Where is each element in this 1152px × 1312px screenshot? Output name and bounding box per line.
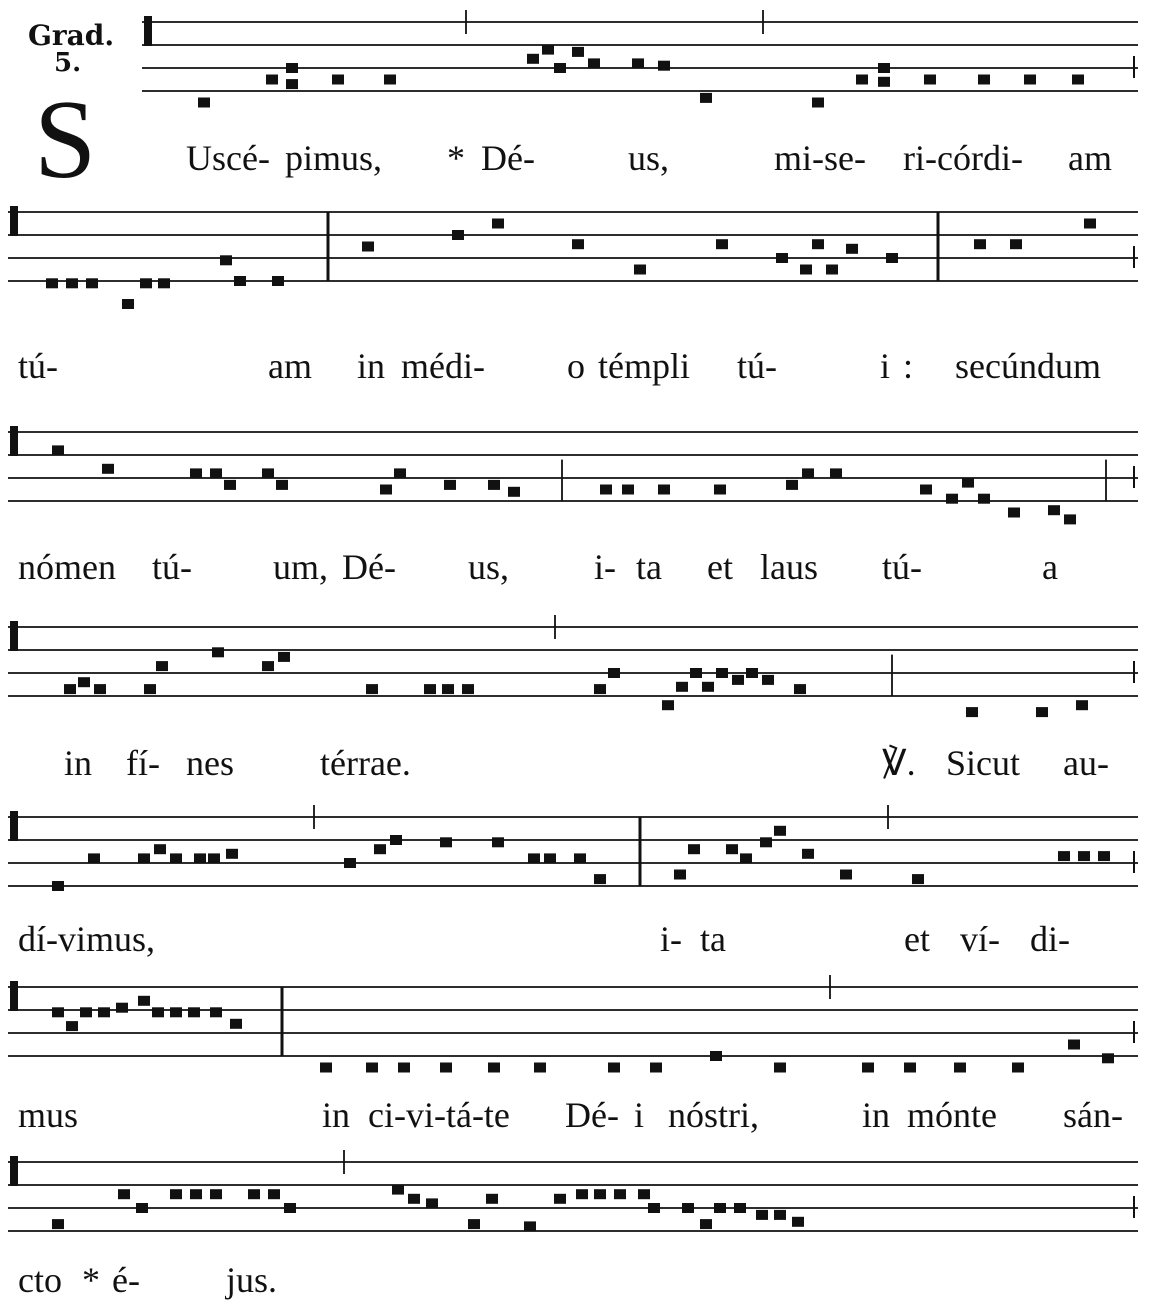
neume bbox=[1036, 707, 1048, 717]
neume bbox=[210, 468, 222, 478]
neume bbox=[846, 244, 858, 254]
neume bbox=[1024, 75, 1036, 85]
lyric-syllable: nóstri, bbox=[668, 1095, 760, 1135]
lyric-syllable: us, bbox=[468, 547, 510, 587]
lyric-syllable: térrae. bbox=[320, 743, 411, 783]
neume bbox=[190, 468, 202, 478]
neume bbox=[488, 1063, 500, 1073]
neume bbox=[52, 1219, 64, 1229]
lyric-syllable: et bbox=[707, 547, 733, 587]
neume bbox=[78, 677, 90, 687]
neume bbox=[66, 278, 78, 288]
neume bbox=[776, 253, 788, 263]
lyric-syllable: mi-se- bbox=[774, 138, 866, 178]
neume bbox=[638, 1189, 650, 1199]
lyric-syllable: secúndum bbox=[955, 346, 1101, 386]
lyric-syllable: tú- bbox=[152, 547, 192, 587]
neume bbox=[392, 1185, 404, 1195]
neume bbox=[1078, 851, 1090, 861]
neume bbox=[594, 684, 606, 694]
staff-2 bbox=[0, 200, 1152, 330]
neume bbox=[554, 1194, 566, 1204]
neume bbox=[156, 661, 168, 671]
lyric-syllable: Dé- bbox=[565, 1095, 619, 1135]
neume bbox=[1072, 75, 1084, 85]
neume bbox=[962, 478, 974, 488]
neume bbox=[650, 1063, 662, 1073]
clef-icon bbox=[10, 1156, 18, 1186]
neume bbox=[102, 464, 114, 474]
lyric-syllable: laus bbox=[760, 547, 818, 587]
lyric-syllable: in bbox=[64, 743, 93, 783]
neume bbox=[878, 63, 890, 73]
staff-5 bbox=[0, 805, 1152, 905]
neume bbox=[544, 853, 556, 863]
neume bbox=[966, 707, 978, 717]
neume bbox=[740, 853, 752, 863]
neume bbox=[278, 652, 290, 662]
neume bbox=[266, 75, 278, 85]
lyric-syllable: am bbox=[268, 346, 312, 386]
neume bbox=[912, 874, 924, 884]
neume bbox=[658, 61, 670, 71]
neume bbox=[904, 1063, 916, 1073]
neume bbox=[140, 278, 152, 288]
neume bbox=[826, 265, 838, 275]
neume bbox=[468, 1219, 480, 1229]
neume bbox=[486, 1194, 498, 1204]
neume bbox=[116, 1003, 128, 1013]
neume bbox=[954, 1063, 966, 1073]
neume bbox=[608, 668, 620, 678]
neume bbox=[46, 278, 58, 288]
neume bbox=[614, 1189, 626, 1199]
neume bbox=[332, 75, 344, 85]
lyric-syllable: um, bbox=[273, 547, 329, 587]
neume bbox=[1058, 851, 1070, 861]
lyric-syllable: * bbox=[82, 1260, 100, 1300]
neume bbox=[600, 485, 612, 495]
neume bbox=[760, 837, 772, 847]
lyric-syllable: pimus, bbox=[285, 138, 383, 178]
neume bbox=[702, 682, 714, 692]
neume bbox=[276, 480, 288, 490]
neume bbox=[924, 75, 936, 85]
neume bbox=[234, 276, 246, 286]
neume bbox=[528, 853, 540, 863]
neume bbox=[658, 485, 670, 495]
neume bbox=[154, 844, 166, 854]
neume bbox=[262, 468, 274, 478]
lyric-syllable: i- bbox=[594, 547, 616, 587]
neume bbox=[608, 1063, 620, 1073]
neume bbox=[440, 1063, 452, 1073]
lyric-syllable: a bbox=[1042, 547, 1058, 587]
neume bbox=[286, 79, 298, 89]
neume bbox=[262, 661, 274, 671]
neume bbox=[700, 93, 712, 103]
neume bbox=[732, 675, 744, 685]
lyric-syllable: ℣. bbox=[882, 743, 916, 783]
neume bbox=[676, 682, 688, 692]
neume bbox=[534, 1063, 546, 1073]
neume bbox=[248, 1189, 260, 1199]
neume bbox=[444, 480, 456, 490]
neume bbox=[1048, 505, 1060, 515]
lyric-syllable: ri-córdi- bbox=[903, 138, 1023, 178]
neume bbox=[170, 1189, 182, 1199]
neume bbox=[774, 1063, 786, 1073]
neume bbox=[774, 826, 786, 836]
neume bbox=[978, 494, 990, 504]
neume bbox=[212, 647, 224, 657]
neume bbox=[462, 684, 474, 694]
lyric-syllable: tú- bbox=[18, 346, 58, 386]
neume bbox=[1012, 1063, 1024, 1073]
neume bbox=[1102, 1053, 1114, 1063]
neume bbox=[488, 480, 500, 490]
neume bbox=[716, 668, 728, 678]
neume bbox=[648, 1203, 660, 1213]
neume bbox=[398, 1063, 410, 1073]
neume bbox=[1084, 219, 1096, 229]
neume bbox=[268, 1189, 280, 1199]
neume bbox=[862, 1063, 874, 1073]
neume bbox=[426, 1198, 438, 1208]
lyric-syllable: i bbox=[634, 1095, 645, 1135]
lyric-syllable: am bbox=[1068, 138, 1112, 178]
neume bbox=[714, 1203, 726, 1213]
neume bbox=[198, 98, 210, 108]
neume bbox=[527, 54, 539, 64]
neume bbox=[94, 684, 106, 694]
neume bbox=[136, 1203, 148, 1213]
neume bbox=[384, 75, 396, 85]
neume bbox=[1064, 514, 1076, 524]
lyric-syllable: médi- bbox=[401, 346, 485, 386]
neume bbox=[1008, 508, 1020, 518]
neume bbox=[946, 494, 958, 504]
lyric-syllable: us, bbox=[628, 138, 670, 178]
neume bbox=[88, 853, 100, 863]
neume bbox=[542, 45, 554, 55]
neume bbox=[802, 468, 814, 478]
lyric-syllable: Uscé- bbox=[186, 138, 270, 178]
neume bbox=[1098, 851, 1110, 861]
neume bbox=[622, 485, 634, 495]
neume bbox=[1010, 239, 1022, 249]
lyric-syllable: Sicut bbox=[946, 743, 1021, 783]
neume bbox=[700, 1219, 712, 1229]
neume bbox=[210, 1189, 222, 1199]
lyric-syllable: o bbox=[567, 346, 585, 386]
lyric-syllable: di- bbox=[1030, 919, 1070, 959]
neume bbox=[762, 675, 774, 685]
neume bbox=[64, 684, 76, 694]
neume bbox=[442, 684, 454, 694]
clef-icon bbox=[10, 621, 18, 651]
lyric-syllable: fí- bbox=[126, 743, 160, 783]
neume bbox=[188, 1007, 200, 1017]
neume bbox=[424, 684, 436, 694]
neume bbox=[224, 480, 236, 490]
neume bbox=[734, 1203, 746, 1213]
neume bbox=[794, 684, 806, 694]
neume bbox=[52, 445, 64, 455]
neume bbox=[682, 1203, 694, 1213]
neume bbox=[688, 844, 700, 854]
neume bbox=[812, 239, 824, 249]
staff-1 bbox=[0, 10, 1152, 120]
neume bbox=[714, 485, 726, 495]
neume bbox=[878, 77, 890, 87]
staff-7 bbox=[0, 1150, 1152, 1260]
neume bbox=[774, 1210, 786, 1220]
neume bbox=[830, 468, 842, 478]
neume bbox=[594, 1189, 606, 1199]
lyric-syllable: Dé- bbox=[481, 138, 535, 178]
neume bbox=[170, 1007, 182, 1017]
staff-4 bbox=[0, 615, 1152, 735]
neume bbox=[576, 1189, 588, 1199]
neume bbox=[366, 684, 378, 694]
neume bbox=[344, 858, 356, 868]
lyric-syllable: témpli bbox=[598, 346, 690, 386]
neume bbox=[746, 668, 758, 678]
neume bbox=[662, 700, 674, 710]
lyric-syllable: tú- bbox=[737, 346, 777, 386]
lyric-syllable: mus bbox=[18, 1095, 79, 1135]
neume bbox=[588, 58, 600, 68]
neume bbox=[812, 98, 824, 108]
neume bbox=[674, 870, 686, 880]
staff-6 bbox=[0, 975, 1152, 1085]
neume bbox=[138, 853, 150, 863]
lyric-syllable: nómen bbox=[18, 547, 116, 587]
lyric-syllable: in bbox=[862, 1095, 891, 1135]
lyric-syllable: i- bbox=[660, 919, 682, 959]
neume bbox=[220, 255, 232, 265]
gradual-number: 5. bbox=[54, 48, 82, 78]
neume bbox=[690, 668, 702, 678]
neume bbox=[572, 47, 584, 57]
neume bbox=[408, 1194, 420, 1204]
neume bbox=[492, 837, 504, 847]
neume bbox=[574, 853, 586, 863]
neume bbox=[1068, 1040, 1080, 1050]
clef-icon bbox=[10, 206, 18, 236]
neume bbox=[1076, 700, 1088, 710]
neume bbox=[118, 1189, 130, 1199]
neume bbox=[524, 1221, 536, 1231]
neume bbox=[508, 487, 520, 497]
neume bbox=[210, 1007, 222, 1017]
clef-icon bbox=[10, 426, 18, 456]
neume bbox=[52, 1007, 64, 1017]
neume bbox=[122, 299, 134, 309]
clef-icon bbox=[10, 981, 18, 1011]
neume bbox=[138, 996, 150, 1006]
neume bbox=[394, 468, 406, 478]
neume bbox=[920, 485, 932, 495]
lyric-syllable: * bbox=[447, 138, 465, 178]
lyric-syllable: in bbox=[322, 1095, 351, 1135]
lyric-syllable: et bbox=[904, 919, 930, 959]
neume bbox=[158, 278, 170, 288]
neume bbox=[716, 239, 728, 249]
neume bbox=[840, 870, 852, 880]
lyric-syllable: sán- bbox=[1063, 1095, 1123, 1135]
neume bbox=[594, 874, 606, 884]
lyric-syllable: Dé- bbox=[342, 547, 396, 587]
lyric-syllable: ci-vi-tá-te bbox=[368, 1095, 510, 1135]
lyric-syllable: jus. bbox=[226, 1260, 278, 1300]
lyric-syllable: dí-vimus, bbox=[18, 919, 156, 959]
neume bbox=[452, 230, 464, 240]
neume bbox=[320, 1063, 332, 1073]
gradual-label: Grad. bbox=[28, 19, 115, 52]
lyric-syllable: : bbox=[903, 346, 914, 386]
lyric-syllable: nes bbox=[186, 743, 234, 783]
lyric-syllable: ví- bbox=[960, 919, 1000, 959]
clef-icon bbox=[10, 811, 18, 841]
neume bbox=[390, 835, 402, 845]
neume bbox=[208, 853, 220, 863]
lyric-syllable: i bbox=[880, 346, 891, 386]
lyric-syllable: é- bbox=[112, 1260, 140, 1300]
neume bbox=[66, 1021, 78, 1031]
neume bbox=[572, 239, 584, 249]
lyric-syllable: tú- bbox=[882, 547, 922, 587]
neume bbox=[726, 844, 738, 854]
neume bbox=[634, 265, 646, 275]
neume bbox=[886, 253, 898, 263]
lyric-syllable: ta bbox=[700, 919, 726, 959]
neume bbox=[366, 1063, 378, 1073]
neume bbox=[170, 853, 182, 863]
lyric-syllable: au- bbox=[1063, 743, 1109, 783]
neume bbox=[80, 1007, 92, 1017]
neume bbox=[974, 239, 986, 249]
neume bbox=[792, 1217, 804, 1227]
lyric-syllable: mónte bbox=[907, 1095, 997, 1135]
neume bbox=[52, 881, 64, 891]
neume bbox=[286, 63, 298, 73]
neume bbox=[632, 58, 644, 68]
neume bbox=[98, 1007, 110, 1017]
staff-3 bbox=[0, 420, 1152, 540]
neume bbox=[802, 849, 814, 859]
neume bbox=[86, 278, 98, 288]
lyric-syllable: cto bbox=[18, 1260, 62, 1300]
neume bbox=[230, 1019, 242, 1029]
lyric-syllable: in bbox=[357, 346, 386, 386]
neume bbox=[374, 844, 386, 854]
neume bbox=[194, 853, 206, 863]
neume bbox=[786, 480, 798, 490]
neume bbox=[380, 485, 392, 495]
initial-letter: S bbox=[34, 78, 97, 202]
lyric-syllable: ta bbox=[636, 547, 662, 587]
neume bbox=[710, 1051, 722, 1061]
neume bbox=[978, 75, 990, 85]
neume bbox=[226, 849, 238, 859]
neume bbox=[152, 1007, 164, 1017]
neume bbox=[362, 242, 374, 252]
neume bbox=[272, 276, 284, 286]
neume bbox=[144, 684, 156, 694]
neume bbox=[284, 1203, 296, 1213]
neume bbox=[440, 837, 452, 847]
neume bbox=[492, 219, 504, 229]
neume bbox=[190, 1189, 202, 1199]
neume bbox=[856, 75, 868, 85]
neume bbox=[554, 63, 566, 73]
neume bbox=[756, 1210, 768, 1220]
clef-icon bbox=[144, 16, 152, 46]
neume bbox=[800, 265, 812, 275]
